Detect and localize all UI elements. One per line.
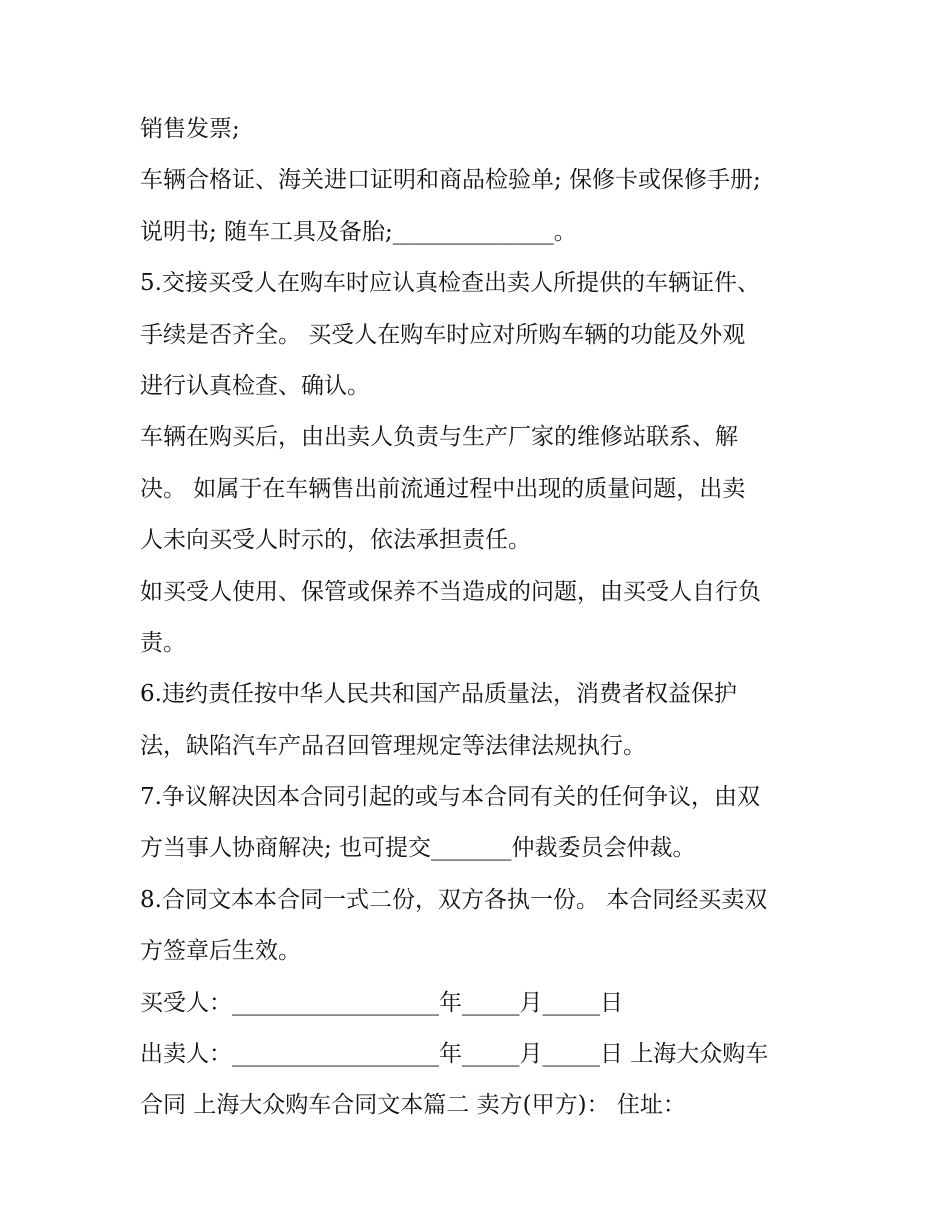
text-line: 买受人：__________________年_____月_____日 bbox=[140, 989, 623, 1016]
text-line: 人未向买受人时示的，依法承担责任。 bbox=[140, 527, 531, 554]
text-line: 出卖人：__________________年_____月_____日 上海大众购车 bbox=[140, 1041, 769, 1068]
text-line: 手续是否齐全。 买受人在购车时应对所购车辆的功能及外观 bbox=[140, 321, 746, 348]
text-line: 车辆在购买后，由出卖人负责与生产厂家的维修站联系、解 bbox=[140, 424, 738, 451]
text-line: 合同 上海大众购车合同文本篇二 卖方(甲方)： 住址： bbox=[140, 1092, 686, 1119]
text-line: 方签章后生效。 bbox=[140, 938, 301, 965]
text-line: 6.违约责任按中华人民共和国产品质量法，消费者权益保护 bbox=[140, 681, 737, 708]
text-line: 决。 如属于在车辆售出前流通过程中出现的质量问题，出卖 bbox=[140, 475, 746, 502]
text-line: 销售发票; bbox=[140, 116, 240, 142]
text-line: 7.争议解决因本合同引起的或与本合同有关的任何争议，由双 bbox=[140, 784, 760, 811]
text-line: 说明书; 随车工具及备胎;______________。 bbox=[140, 218, 577, 245]
text-line: 责。 bbox=[140, 629, 186, 656]
text-line: 方当事人协商解决; 也可提交_______仲裁委员会仲裁。 bbox=[140, 835, 696, 862]
text-line: 如买受人使用、保管或保养不当造成的问题，由买受人自行负 bbox=[140, 578, 761, 605]
text-line: 车辆合格证、海关进口证明和商品检验单; 保修卡或保修手册; bbox=[140, 167, 761, 194]
text-line: 8.合同文本本合同一式二份，双方各执一份。 本合同经买卖双 bbox=[140, 886, 768, 913]
document-body bbox=[140, 108, 820, 1136]
text-line: 5.交接买受人在购车时应认真检查出卖人所提供的车辆证件、 bbox=[140, 270, 760, 297]
text-line: 法，缺陷汽车产品召回管理规定等法律法规执行。 bbox=[140, 732, 646, 759]
text-line: 进行认真检查、确认。 bbox=[140, 372, 370, 399]
